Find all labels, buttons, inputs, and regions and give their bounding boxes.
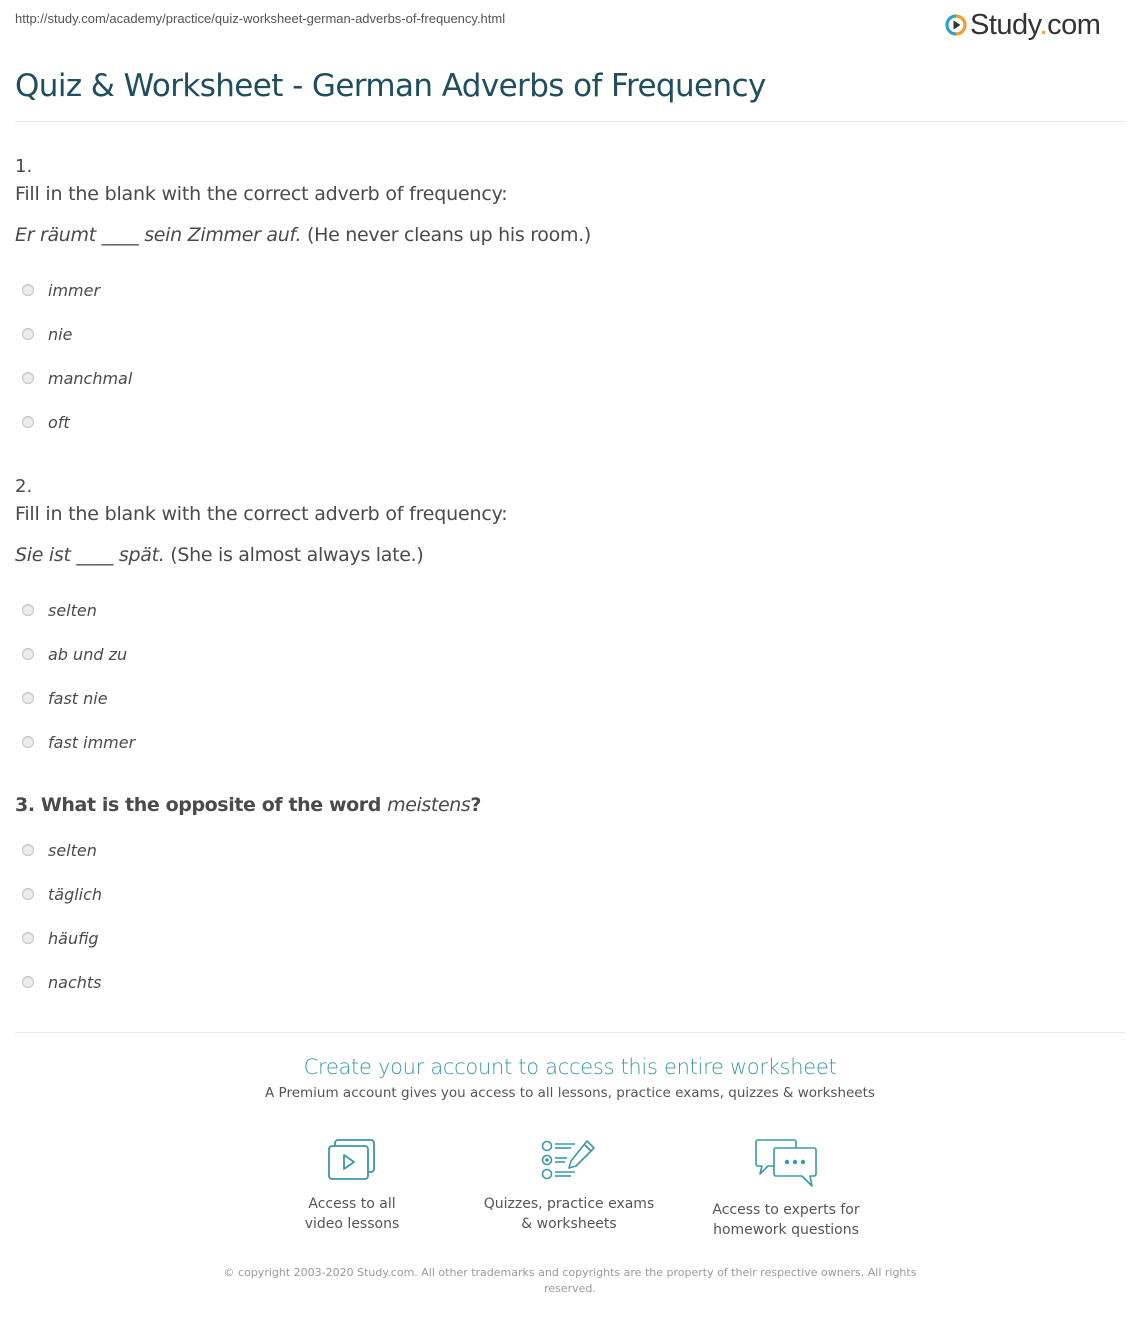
radio-button[interactable] bbox=[22, 844, 34, 856]
radio-button[interactable] bbox=[22, 648, 34, 660]
answer-option[interactable]: oft bbox=[22, 411, 70, 433]
feature-label: Access to experts for homework questions bbox=[712, 1202, 860, 1238]
feature-label: Quizzes, practice exams & worksheets bbox=[483, 1196, 655, 1232]
radio-button[interactable] bbox=[22, 416, 34, 428]
radio-button[interactable] bbox=[22, 736, 34, 748]
chat-bubbles-icon bbox=[754, 1138, 818, 1188]
feature-video-lessons bbox=[242, 1138, 462, 1234]
video-lessons-icon bbox=[327, 1138, 377, 1182]
radio-button[interactable] bbox=[22, 932, 34, 944]
feature-experts bbox=[676, 1138, 896, 1240]
radio-button[interactable] bbox=[22, 284, 34, 296]
feature-label: Access to all video lessons bbox=[304, 1196, 400, 1232]
copyright-notice: © copyright 2003-2020 Study.com. All other trademarks and copyrights are the property of their respective owners. All rights reserved. bbox=[223, 1266, 917, 1295]
answer-option[interactable]: selten bbox=[22, 839, 97, 861]
radio-button[interactable] bbox=[22, 976, 34, 988]
answer-option[interactable]: fast immer bbox=[22, 731, 135, 753]
answer-option[interactable]: nachts bbox=[22, 971, 102, 993]
logo-text: Study.com bbox=[970, 9, 1101, 41]
play-circle-icon bbox=[945, 14, 967, 36]
answer-option[interactable]: selten bbox=[22, 599, 97, 621]
page-url: http://study.com/academy/practice/quiz-worksheet-german-adverbs-of-frequency.html bbox=[15, 11, 506, 26]
divider bbox=[15, 1032, 1125, 1033]
radio-button[interactable] bbox=[22, 328, 34, 340]
answer-option[interactable]: häufig bbox=[22, 927, 99, 949]
answer-option[interactable]: ab und zu bbox=[22, 643, 127, 665]
question-number: 2. bbox=[15, 476, 33, 497]
create-account-link[interactable]: Create your account to access this entire worksheet bbox=[303, 1055, 837, 1079]
question-sentence: Er räumt ____ sein Zimmer auf. (He never cleans up his room.) bbox=[15, 224, 592, 246]
cta-subtext: A Premium account gives you access to all lessons, practice exams, quizzes & worksheets bbox=[265, 1085, 875, 1101]
quiz-checklist-icon bbox=[541, 1138, 597, 1182]
question-sentence: Sie ist ____ spät. (She is almost always late.) bbox=[15, 544, 424, 566]
answer-option[interactable]: täglich bbox=[22, 883, 102, 905]
answer-option[interactable]: fast nie bbox=[22, 687, 108, 709]
question-prompt: 3. What is the opposite of the word meistens? bbox=[15, 794, 482, 816]
radio-button[interactable] bbox=[22, 604, 34, 616]
radio-button[interactable] bbox=[22, 372, 34, 384]
question-prompt: Fill in the blank with the correct adverb of frequency: bbox=[15, 183, 508, 205]
question-number: 1. bbox=[15, 156, 33, 177]
answer-option[interactable]: nie bbox=[22, 323, 72, 345]
answer-option[interactable]: manchmal bbox=[22, 367, 132, 389]
study-logo[interactable] bbox=[945, 9, 1100, 41]
page-title: Quiz & Worksheet - German Adverbs of Frequency bbox=[15, 68, 766, 104]
divider bbox=[15, 121, 1125, 122]
feature-quizzes bbox=[459, 1138, 679, 1234]
answer-option[interactable]: immer bbox=[22, 279, 100, 301]
radio-button[interactable] bbox=[22, 692, 34, 704]
question-prompt: Fill in the blank with the correct adverb of frequency: bbox=[15, 503, 508, 525]
radio-button[interactable] bbox=[22, 888, 34, 900]
